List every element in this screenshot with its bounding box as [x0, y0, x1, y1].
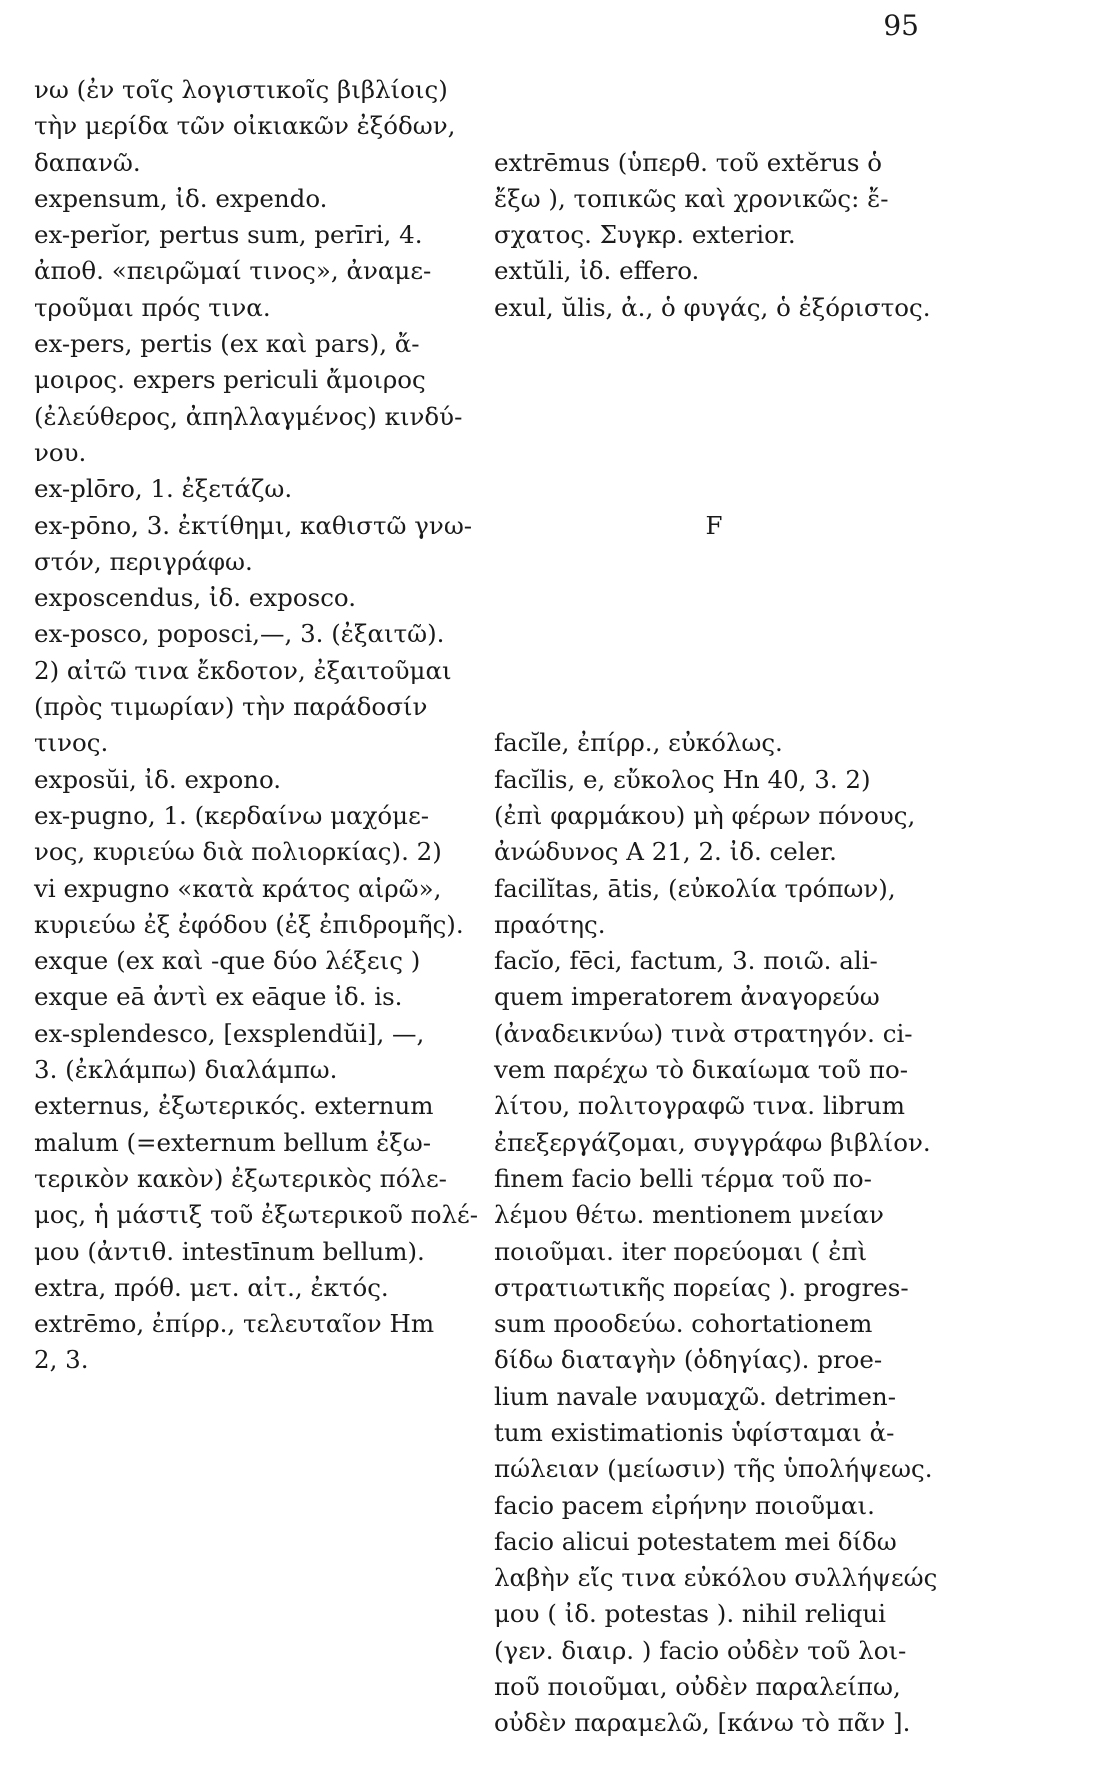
entry-line: ex-perĭor, pertus sum, perīri, 4. — [34, 220, 423, 250]
entry-line: vem παρέχω τὸ δικαίωμα τοῦ πο- — [494, 1055, 908, 1085]
entry-line: extrēmo, ἐπίρρ., τελευταῖον Hm — [34, 1309, 435, 1339]
entry-line: στόν, περιγράφω. — [34, 546, 253, 576]
left-column — [34, 72, 479, 1379]
spacer — [494, 616, 934, 652]
entry-line: quem imperatorem ἀναγορεύω — [494, 982, 880, 1012]
entry-line: (γεν. διαιρ. ) facio οὐδὲν τοῦ λοι- — [494, 1635, 907, 1665]
entry-line: facio pacem εἰρήνην ποιοῦμαι. — [494, 1490, 875, 1520]
entry-line: extra, πρόθ. μετ. αἰτ., ἐκτός. — [34, 1272, 389, 1302]
entry-line: ποῦ ποιοῦμαι, οὐδὲν παραλείπω, — [494, 1672, 901, 1702]
entry-line: τερικὸν κακὸν) ἐξωτερικὸς πόλε- — [34, 1163, 447, 1193]
entry-line: νου. — [34, 437, 87, 467]
entry-line: πώλειαν (μείωσιν) τῆς ὑπολήψεως. — [494, 1454, 933, 1484]
entry-line: δαπανῶ. — [34, 147, 141, 177]
entry-line: ex-pers, pertis (ex καὶ pars), ἄ- — [34, 329, 420, 359]
entry-line: vi expugno «κατὰ κράτος αἱρῶ», — [34, 873, 442, 903]
entry-line: finem facio belli τέρμα τοῦ πο- — [494, 1163, 872, 1193]
entry-line: νω (ἐν τοῖς λογιστικοῖς βιβλίοις) — [34, 75, 448, 104]
right-column-top — [494, 145, 934, 326]
entry-line: ποιοῦμαι. iter πορεύομαι ( ἐπὶ — [494, 1236, 868, 1266]
entry-line: λίτου, πολιτογραφῶ τινα. librum — [494, 1091, 905, 1121]
entry-line: μοιρος. expers periculi ἄμοιρος — [34, 365, 426, 395]
entry-line: 2, 3. — [34, 1345, 89, 1375]
entry-line: κυριεύω ἐξ ἐφόδου (ἐξ ἐπιδρομῆς). — [34, 909, 464, 939]
page-number: 95 — [883, 9, 919, 42]
entry-line: exque (ex καὶ -que δύο λέξεις ) — [34, 946, 421, 976]
entry-line: facĭle, ἐπίρρ., εὐκόλως. — [494, 728, 783, 758]
entry-line: ex-plōro, 1. ἐξετάζω. — [34, 474, 293, 504]
entry-line: ex-pōno, 3. ἐκτίθημι, καθιστῶ γνω- — [34, 510, 473, 540]
entry-line: (ἐπὶ φαρμάκου) μὴ φέρων πόνους, — [494, 800, 916, 830]
entry-line: facilĭtas, ātis, (εὐκολία τρόπων), — [494, 873, 896, 903]
entry-line: facĭo, fēci, factum, 3. ποιῶ. ali- — [494, 946, 878, 976]
entry-line: πραότης. — [494, 909, 606, 939]
entry-line: στρατιωτικῆς πορείας ). progres- — [494, 1272, 909, 1302]
entry-line: ἀποθ. «πειρῶμαί τινος», ἀναμε- — [34, 256, 432, 286]
entry-line: tum existimationis ὑφίσταμαι ἀ- — [494, 1417, 895, 1447]
right-column — [494, 72, 938, 1778]
entry-line: νος, κυριεύω διὰ πολιορκίας). 2) — [34, 837, 442, 867]
entry-line: ex-posco, poposci,—, 3. (ἐξαιτῶ). — [34, 619, 445, 649]
entry-line: ἀνώδυνος A 21, 2. ἰδ. celer. — [494, 837, 837, 867]
entry-line: exposcendus, ἰδ. exposco. — [34, 583, 357, 613]
entry-line: μου ( ἰδ. potestas ). nihil reliqui — [494, 1599, 886, 1629]
entry-line: δίδω διαταγὴν (ὁδηγίας). proe- — [494, 1345, 883, 1375]
entry-line: facĭlis, e, εὔκολος Hn 40, 3. 2) — [494, 764, 871, 794]
entry-line: ex-splendesco, [exsplendŭi], —, — [34, 1018, 425, 1048]
entry-line: extrēmus (ὑπερθ. τοῦ extĕrus ὁ — [494, 147, 882, 177]
entry-line: (ἐλεύθερος, ἀπηλλαγμένος) κινδύ- — [34, 401, 463, 431]
entry-line: λέμου θέτω. mentionem μνείαν — [494, 1200, 884, 1230]
entry-line: μος, ἡ μάστιξ τοῦ ἐξωτερικοῦ πολέ- — [34, 1200, 479, 1230]
entry-line: externus, ἐξωτερικός. externum — [34, 1091, 434, 1121]
entry-line: ex-pugno, 1. (κερδαίνω μαχόμε- — [34, 800, 430, 830]
entry-line: (πρὸς τιμωρίαν) τὴν παράδοσίν — [34, 692, 428, 722]
entry-line: τροῦμαι πρός τινα. — [34, 292, 271, 322]
entry-line: facio alicui potestatem mei δίδω — [494, 1526, 897, 1556]
entry-line: τινος. — [34, 728, 109, 758]
entry-line: exposŭi, ἰδ. expono. — [34, 764, 282, 794]
entry-line: exque eā ἀντὶ ex eāque ἰδ. is. — [34, 982, 403, 1012]
entry-line: 3. (ἐκλάμπω) διαλάμπω. — [34, 1055, 338, 1085]
entry-line: sum προοδεύω. cohortationem — [494, 1309, 873, 1339]
section-letter-heading: F — [705, 510, 723, 540]
entry-line: malum (=externum bellum ἐξω- — [34, 1127, 432, 1157]
entry-line: (ἀναδεικνύω) τινὰ στρατηγόν. ci- — [494, 1018, 913, 1048]
entry-line: lium navale ναυμαχῶ. detrimen- — [494, 1381, 896, 1411]
entry-line: λαβὴν εἴς τινα εὐκόλου συλλήψεώς — [494, 1563, 938, 1593]
entry-line: exul, ŭlis, ἀ., ὁ φυγάς, ὁ ἐξόριστος. — [494, 292, 931, 322]
entry-line: 2) αἰτῶ τινα ἔκδοτον, ἐξαιτοῦμαι — [34, 655, 452, 685]
entry-line: οὐδὲν παραμελῶ, [κάνω τὸ πᾶν ]. — [494, 1708, 911, 1738]
right-column-bottom — [494, 725, 938, 1741]
entry-line: ἐπεξεργάζομαι, συγγράφω βιβλίον. — [494, 1127, 931, 1157]
entry-line: μου (ἀντιθ. intestīnum bellum). — [34, 1236, 425, 1266]
entry-line: extŭli, ἰδ. effero. — [494, 256, 700, 286]
entry-line: τὴν μερίδα τῶν οἰκιακῶν ἐξόδων, — [34, 111, 456, 141]
entry-line: ἔξω ), τοπικῶς καὶ χρονικῶς: ἔ- — [494, 183, 889, 213]
entry-line: σχατος. Συγκρ. exterior. — [494, 220, 796, 250]
entry-line: expensum, ἰδ. expendo. — [34, 183, 328, 213]
spacer — [494, 399, 934, 435]
